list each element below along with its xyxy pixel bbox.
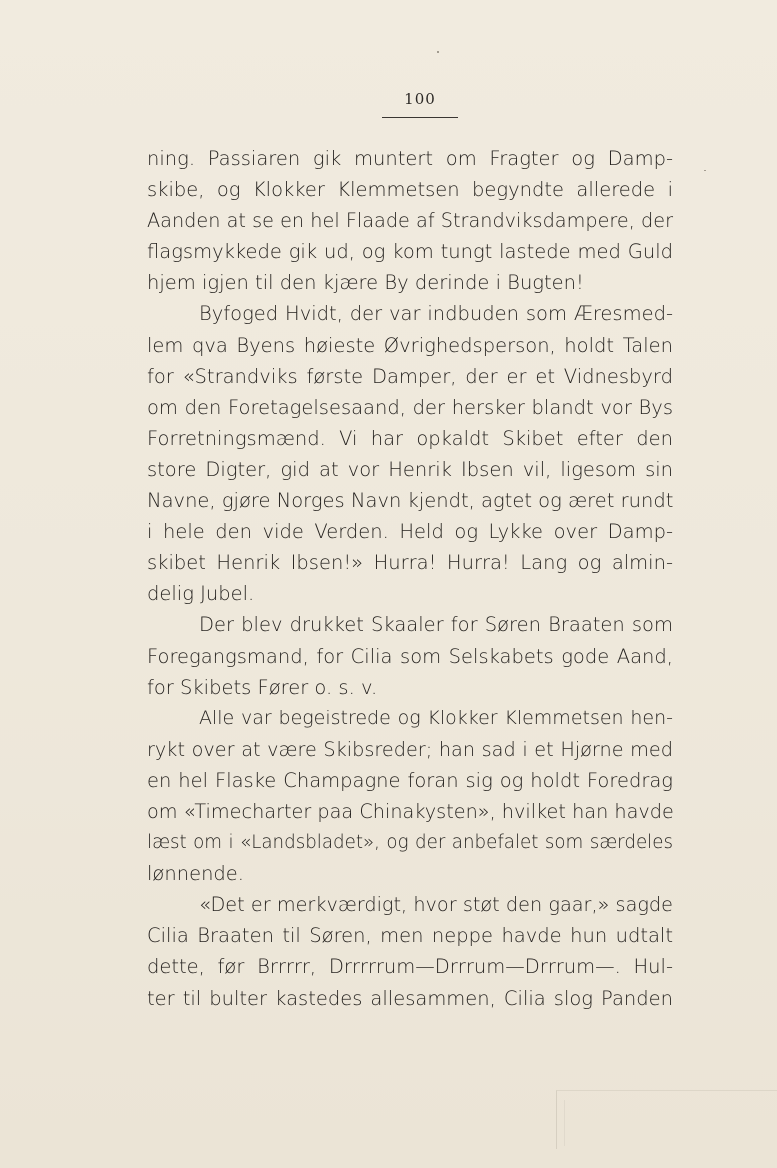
text-line: store Digter, gid at vor Henrik Ibsen vil, ligesom sin: [147, 457, 673, 481]
paper-speck: [704, 170, 706, 171]
text-line: hjem igjen til den kjære By derinde i Bugten!: [147, 271, 584, 295]
text-line: om den Foretagelsesaand, der hersker blandt vor Bys: [147, 395, 673, 419]
text-line: «Det er merkværdigt, hvor støt den gaar,» sagde: [199, 893, 673, 917]
header-rule: [382, 117, 458, 118]
text-line: om «Timecharter paa Chinakysten», hvilket han havde: [147, 799, 674, 823]
text-line: i hele den vide Verden. Held og Lykke over Damp-: [147, 520, 673, 544]
text-line: dette, før Brrrrr, Drrrrrum—Drrrum—Drrrum—. Hul-: [147, 955, 673, 979]
scan-corner-mark-inner: [564, 1100, 777, 1146]
text-line: Forretningsmænd. Vi har opkaldt Skibet efter den: [147, 426, 673, 450]
text-line: ning. Passiaren gik muntert om Fragter og Damp-: [147, 147, 673, 170]
text-line: for Skibets Fører o. s. v.: [147, 675, 378, 699]
text-line: læst om i «Landsbladet», og der anbefalet som særdeles: [147, 832, 673, 854]
text-line: for «Strandviks første Damper, der er et Vidnesbyrd: [147, 364, 673, 388]
text-line: skibe, og Klokker Klemmetsen begyndte allerede i: [147, 178, 673, 202]
page-number: 100: [404, 90, 436, 108]
text-line: ter til bulter kastedes allesammen, Cilia slog Panden: [147, 986, 673, 1010]
text-line: flagsmykkede gik ud, og kom tungt lastede med Guld: [147, 240, 673, 264]
text-line: lem qva Byens høieste Øvrighedsperson, holdt Talen: [147, 333, 673, 357]
text-line: delig Jubel.: [147, 582, 255, 606]
text-line: Der blev drukket Skaaler for Søren Braaten som: [199, 613, 673, 637]
text-line: rykt over at være Skibsreder; han sad i et Hjørne med: [147, 737, 673, 761]
text-line: Cilia Braaten til Søren, men neppe havde hun udtalt: [147, 924, 673, 948]
text-line: Navne, gjøre Norges Navn kjendt, agtet og æret rundt: [147, 489, 674, 513]
text-line: en hel Flaske Champagne foran sig og holdt Foredrag: [147, 768, 673, 792]
text-line: Aanden at se en hel Flaade af Strandviksdampere, der: [147, 209, 673, 233]
body-text: [147, 143, 673, 1014]
text-line: lønnende.: [147, 862, 244, 886]
paper-speck: [437, 51, 439, 53]
text-line: Foregangsmand, for Cilia som Selskabets gode Aand,: [147, 644, 673, 668]
text-line: skibet Henrik Ibsen!» Hurra! Hurra! Lang og almin-: [147, 551, 673, 575]
text-line: Byfoged Hvidt, der var indbuden som Æresmed-: [199, 302, 673, 326]
text-line: Alle var begeistrede og Klokker Klemmetsen hen-: [199, 706, 673, 729]
